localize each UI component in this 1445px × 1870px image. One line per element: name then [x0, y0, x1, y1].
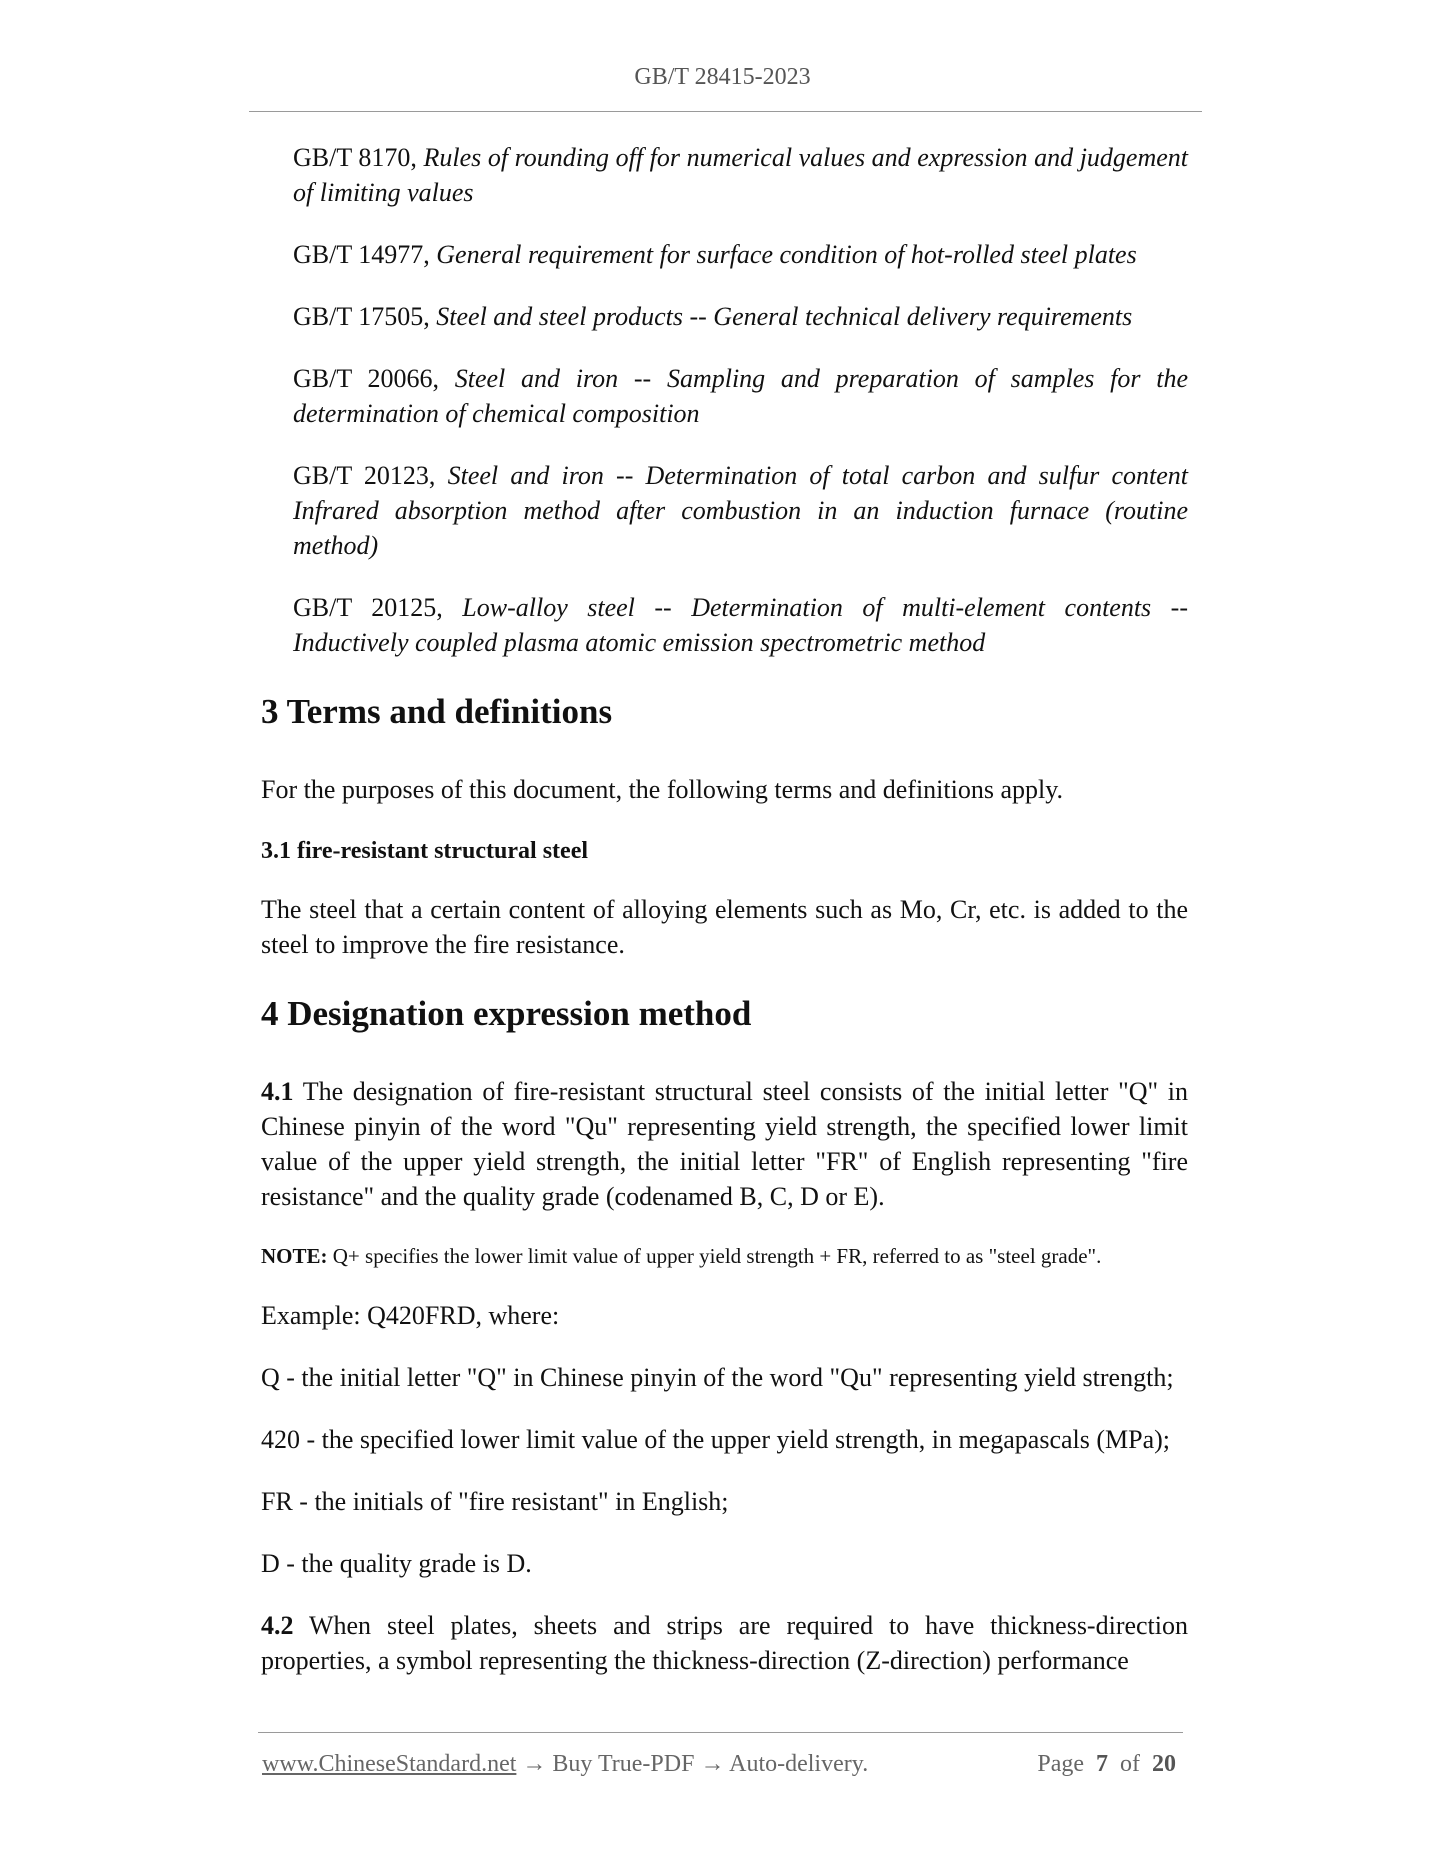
example-explanation: FR - the initials of "fire resistant" in English;	[261, 1487, 729, 1516]
page-content	[261, 140, 1188, 1705]
reference-item	[293, 458, 1188, 563]
document-header: GB/T 28415-2023	[634, 64, 811, 90]
note-text: Q+ specifies the lower limit value of upper yield strength + FR, referred to as "steel grade".	[332, 1244, 1102, 1268]
reference-item	[293, 237, 1188, 272]
page-total: 20	[1152, 1751, 1176, 1777]
of-label: of	[1120, 1751, 1140, 1777]
example-line: Example: Q420FRD, where:	[261, 1301, 560, 1330]
footer-promo	[262, 1751, 868, 1778]
header-divider	[249, 111, 1202, 112]
reference-item	[293, 299, 1188, 334]
website-link[interactable]: www.ChineseStandard.net	[262, 1751, 517, 1777]
page-indicator	[1037, 1751, 1176, 1778]
footer-divider	[258, 1732, 1183, 1733]
example-explanation: D - the quality grade is D.	[261, 1549, 532, 1578]
clause-4-1	[261, 1074, 1188, 1214]
clause-4-2	[261, 1608, 1188, 1678]
clause-4-2-number: 4.2	[261, 1611, 294, 1640]
reference-item	[293, 140, 1188, 210]
reference-code: GB/T 20123,	[293, 461, 436, 490]
page-number: 7	[1096, 1751, 1108, 1777]
reference-item	[293, 590, 1188, 660]
term-3-1-definition: The steel that a certain content of alloying elements such as Mo, Cr, etc. is added to the steel to improve the fire resistance.	[261, 895, 1188, 959]
reference-title: Steel and iron -- Sampling and preparation of samples for the determination of chemical composition	[293, 364, 1188, 428]
reference-code: GB/T 8170,	[293, 143, 417, 172]
reference-title: Low-alloy steel -- Determination of multi-element contents -- Inductively coupled plasma atomic emission spectrometric method	[293, 593, 1188, 657]
term-3-1-title: 3.1 fire-resistant structural steel	[261, 838, 589, 864]
reference-code: GB/T 20125,	[293, 593, 443, 622]
section-3-heading: 3 Terms and definitions	[261, 692, 613, 731]
section-4-heading: 4 Designation expression method	[261, 994, 752, 1033]
reference-code: GB/T 20066,	[293, 364, 439, 393]
example-explanation: 420 - the specified lower limit value of the upper yield strength, in megapascals (MPa);	[261, 1425, 1171, 1454]
reference-title: Rules of rounding off for numerical values and expression and judgement of limiting values	[293, 143, 1188, 207]
note-label: NOTE:	[261, 1244, 328, 1268]
reference-title: General requirement for surface condition of hot-rolled steel plates	[436, 240, 1137, 269]
section-3-intro: For the purposes of this document, the following terms and definitions apply.	[261, 775, 1064, 804]
reference-item	[293, 361, 1188, 431]
page-label: Page	[1037, 1751, 1084, 1777]
reference-title: Steel and steel products -- General technical delivery requirements	[436, 302, 1133, 331]
clause-4-2-text: When steel plates, sheets and strips are required to have thickness-direction properties, a symbol representing the thickness-direction (Z-direction) performance	[261, 1611, 1189, 1675]
example-explanation: Q - the initial letter "Q" in Chinese pinyin of the word "Qu" representing yield strength;	[261, 1363, 1174, 1392]
footer-promo-text: → Buy True-PDF → Auto-delivery.	[522, 1751, 869, 1777]
reference-title: Steel and iron -- Determination of total carbon and sulfur content Infrared absorption method after combustion in an induction furnace (routine method)	[293, 461, 1188, 560]
reference-code: GB/T 17505,	[293, 302, 430, 331]
clause-4-1-number: 4.1	[261, 1077, 294, 1106]
reference-code: GB/T 14977,	[293, 240, 430, 269]
note	[261, 1241, 1188, 1271]
clause-4-1-text: The designation of fire-resistant structural steel consists of the initial letter "Q" in Chinese pinyin of the word "Qu" representing yield strength, the specified lower limit value of the upper yield strength, the initial letter "FR" of English representing "fire resistance" and the quality grade (codenamed B, C, D or E).	[261, 1077, 1188, 1211]
